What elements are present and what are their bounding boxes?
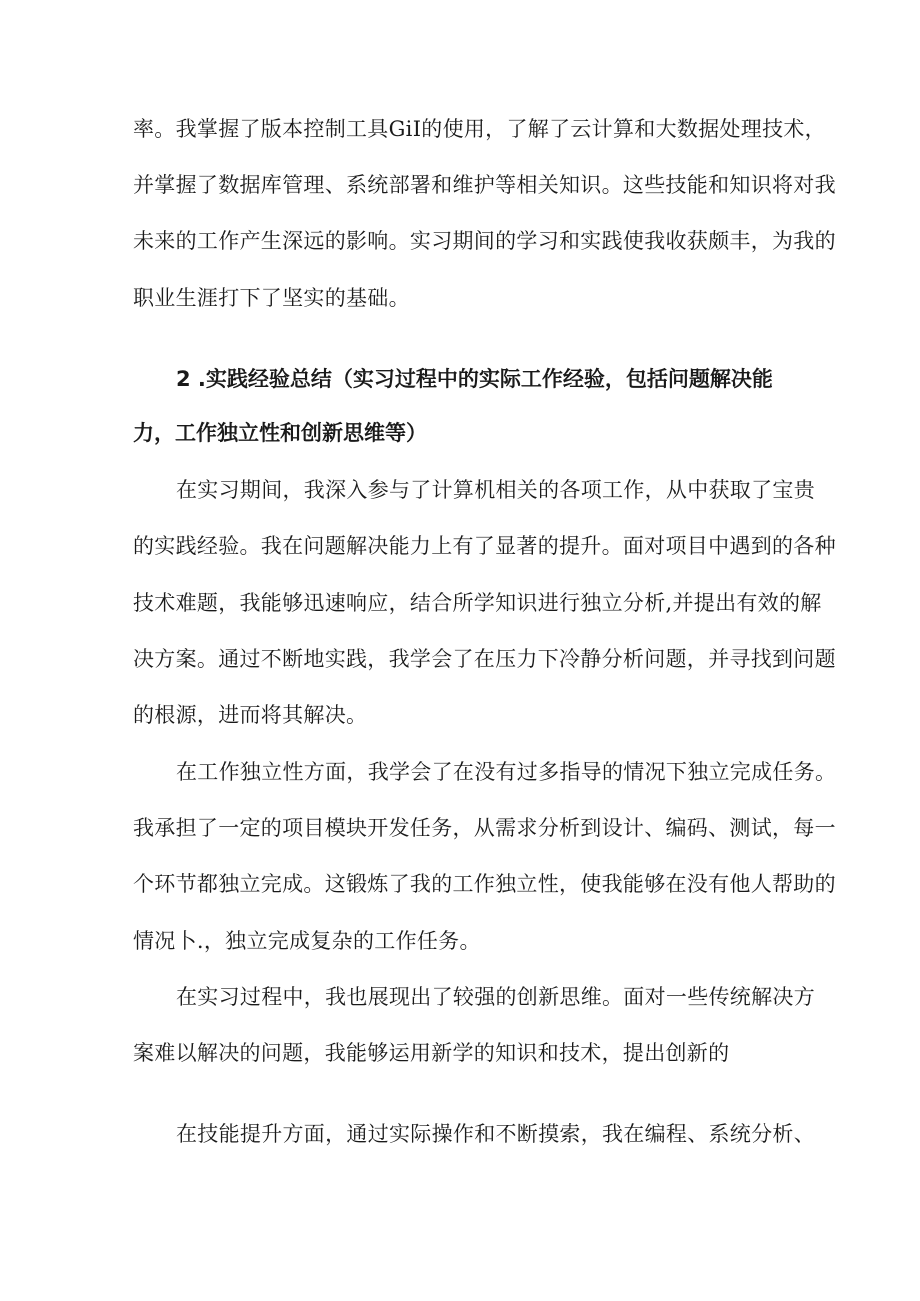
- heading-line: 2 .实践经验总结（实习过程中的实际工作经验，包括问题解决能: [176, 367, 773, 391]
- text-line: 案难以解决的问题，我能够运用新学的知识和技术，提出创新的: [133, 1041, 730, 1065]
- text-line: 率。我掌握了版本控制工具GiI的使用，了解了云计算和大数据处理技术，: [133, 117, 826, 141]
- text-line: 职业生涯打下了坚实的基础。: [133, 286, 410, 310]
- text-line: 技术难题，我能够迅速响应，结合所学知识进行独立分析,并提出有效的解: [133, 591, 822, 615]
- heading-line: 力，工作独立性和创新思维等）: [133, 421, 427, 445]
- text-line: 的根源，进而将其解决。: [133, 703, 368, 727]
- text-line: 在技能提升方面，通过实际操作和不断摸索，我在编程、系统分析、: [176, 1122, 815, 1146]
- text-line: 个环节都独立完成。这锻炼了我的工作独立性，使我能够在没有他人帮助的: [133, 872, 836, 896]
- text-line: 我承担了一定的项目模块开发任务，从需求分析到设计、编码、测试，每一: [133, 816, 836, 840]
- text-line: 的实践经验。我在问题解决能力上有了显著的提升。面对项目中遇到的各种: [133, 534, 836, 558]
- text-line: 在实习期间，我深入参与了计算机相关的各项工作，从中获取了宝贵: [176, 478, 815, 502]
- text-line: 未来的工作产生深远的影响。实习期间的学习和实践使我收获颇丰，为我的: [133, 229, 836, 253]
- text-line: 情况卜.，独立完成复杂的工作任务。: [133, 929, 481, 953]
- text-line: 在工作独立性方面，我学会了在没有过多指导的情况下独立完成任务。: [176, 760, 837, 784]
- text-line: 并掌握了数据库管理、系统部署和维护等相关知识。这些技能和知识将对我: [133, 173, 836, 197]
- text-line: 决方案。通过不断地实践，我学会了在压力下冷静分析问题，并寻找到问题: [133, 647, 836, 671]
- text-line: 在实习过程中，我也展现出了较强的创新思维。面对一些传统解决方: [176, 985, 815, 1009]
